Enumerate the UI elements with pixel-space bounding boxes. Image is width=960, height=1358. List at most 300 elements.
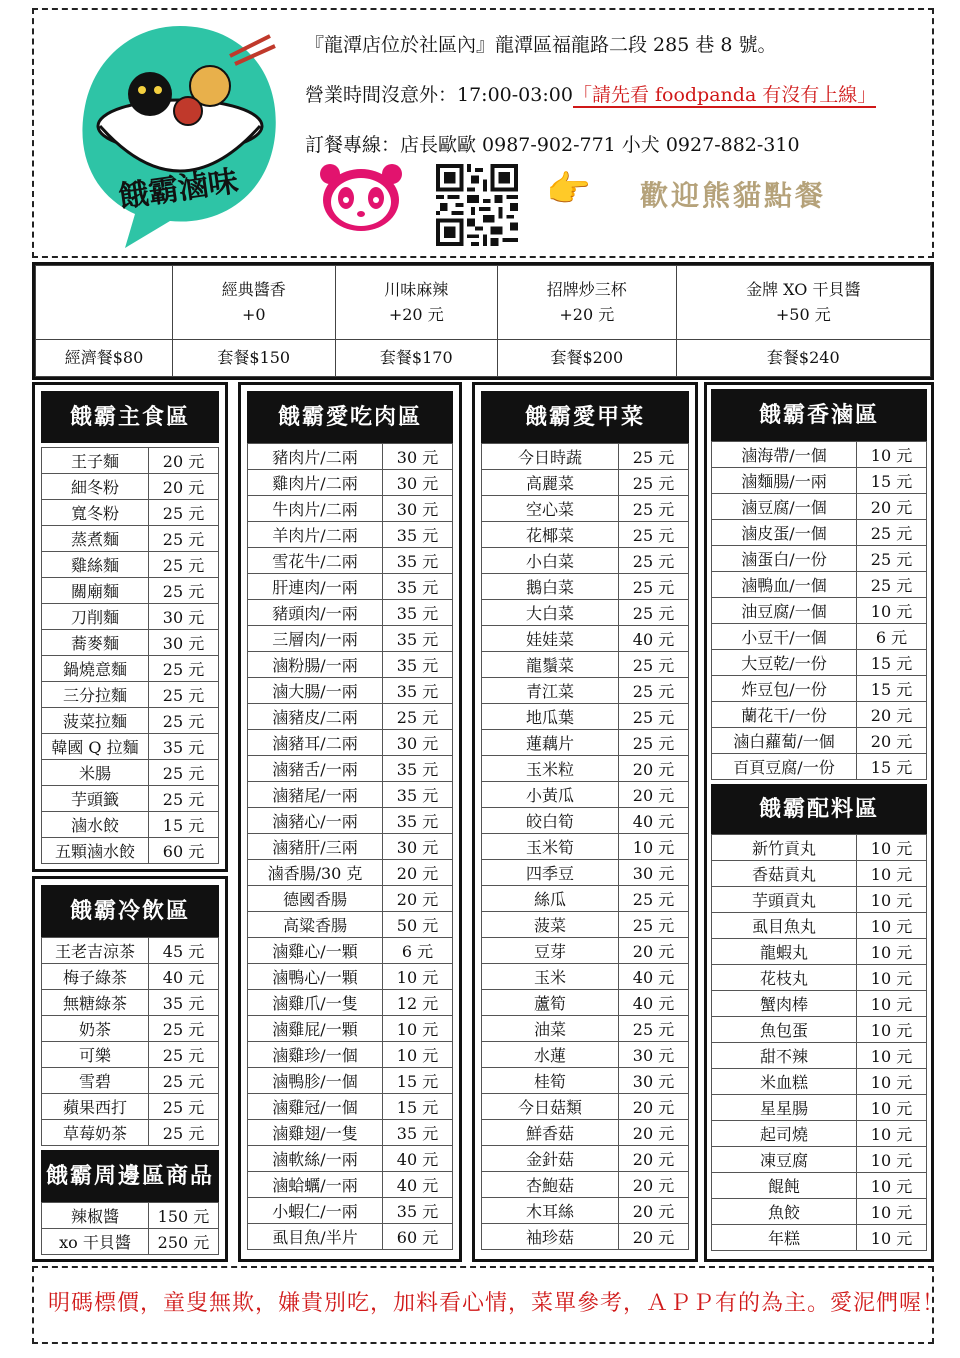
items-table	[247, 443, 453, 1250]
item-name: 木耳絲	[482, 1198, 619, 1224]
menu-item-row	[248, 626, 453, 652]
set-price: 套餐$240	[676, 339, 930, 376]
menu-item-row	[712, 1017, 927, 1043]
items-table	[41, 1202, 219, 1255]
item-price: 15 元	[149, 812, 219, 838]
item-name: 五顆滷水餃	[42, 838, 149, 864]
menu-item-row	[42, 500, 219, 526]
price-header-row	[36, 266, 931, 340]
item-name: 關廟麵	[42, 578, 149, 604]
item-name: 起司燒	[712, 1121, 857, 1147]
item-price: 35 元	[383, 782, 453, 808]
menu-item-row	[248, 1120, 453, 1146]
menu-item-row	[42, 1068, 219, 1094]
item-name: 羊肉片/二兩	[248, 522, 383, 548]
item-price: 15 元	[857, 676, 927, 702]
item-price: 25 元	[149, 682, 219, 708]
item-price: 25 元	[149, 1042, 219, 1068]
item-price: 25 元	[619, 1016, 689, 1042]
qr-code-icon[interactable]	[436, 164, 518, 246]
item-price: 12 元	[383, 990, 453, 1016]
item-name: 皎白筍	[482, 808, 619, 834]
item-name: 滷雞冠/一個	[248, 1094, 383, 1120]
menu-item-row	[482, 938, 689, 964]
item-name: 餛飩	[712, 1173, 857, 1199]
item-price: 10 元	[857, 887, 927, 913]
item-name: 滷雞屁/一顆	[248, 1016, 383, 1042]
item-price: 20 元	[149, 448, 219, 474]
item-price: 30 元	[383, 730, 453, 756]
item-name: 魚餃	[712, 1199, 857, 1225]
item-price: 35 元	[383, 626, 453, 652]
menu-item-row	[712, 598, 927, 624]
set-price: 套餐$150	[173, 339, 336, 376]
item-price: 35 元	[383, 548, 453, 574]
item-name: 滷鴨血/一個	[712, 572, 857, 598]
menu-item-row	[248, 574, 453, 600]
menu-item-row	[42, 812, 219, 838]
menu-item-row	[42, 552, 219, 578]
item-price: 25 元	[857, 546, 927, 572]
item-price: 40 元	[619, 626, 689, 652]
item-name: 杏鮑菇	[482, 1172, 619, 1198]
item-name: 滷香腸/30 克	[248, 860, 383, 886]
hours-line	[305, 80, 876, 107]
menu-item-row	[248, 470, 453, 496]
item-name: 芋頭籤	[42, 786, 149, 812]
item-name: 滷豬舌/一兩	[248, 756, 383, 782]
item-name: 米血糕	[712, 1069, 857, 1095]
item-name: 細冬粉	[42, 474, 149, 500]
menu-item-row	[712, 442, 927, 468]
item-price: 35 元	[383, 756, 453, 782]
item-price: 60 元	[149, 838, 219, 864]
menu-item-row	[248, 964, 453, 990]
item-name: 滷雞珍/一個	[248, 1042, 383, 1068]
items-table	[711, 441, 927, 780]
menu-item-row	[42, 938, 219, 964]
foodpanda-icon[interactable]	[318, 160, 404, 232]
item-price: 25 元	[149, 1120, 219, 1146]
flavor-name: 招牌炒三杯	[546, 280, 627, 300]
item-name: 雞肉片/二兩	[248, 470, 383, 496]
menu-item-row	[712, 1225, 927, 1251]
item-price: 30 元	[383, 834, 453, 860]
menu-item-row	[482, 444, 689, 470]
item-price: 25 元	[619, 912, 689, 938]
item-price: 10 元	[857, 1225, 927, 1251]
flavor-price: +50 元	[775, 305, 831, 325]
item-price: 10 元	[857, 1147, 927, 1173]
item-price: 25 元	[619, 522, 689, 548]
item-name: 娃娃菜	[482, 626, 619, 652]
item-name: 草莓奶茶	[42, 1120, 149, 1146]
item-price: 30 元	[149, 630, 219, 656]
item-name: 豬肉片/二兩	[248, 444, 383, 470]
menu-item-row	[482, 782, 689, 808]
pointing-hand-icon: 👉	[546, 169, 591, 210]
item-name: 虱目魚/半片	[248, 1224, 383, 1250]
items-table	[481, 443, 689, 1250]
item-name: 龍蝦丸	[712, 939, 857, 965]
item-price: 10 元	[383, 964, 453, 990]
menu-item-row	[248, 990, 453, 1016]
item-name: 水蓮	[482, 1042, 619, 1068]
item-name: 寬冬粉	[42, 500, 149, 526]
menu-item-row	[712, 676, 927, 702]
item-name: 香菇貢丸	[712, 861, 857, 887]
item-price: 20 元	[619, 1224, 689, 1250]
menu-item-row	[712, 546, 927, 572]
item-price: 10 元	[857, 1095, 927, 1121]
item-price: 25 元	[149, 708, 219, 734]
item-price: 30 元	[383, 496, 453, 522]
item-price: 250 元	[149, 1229, 219, 1255]
item-price: 25 元	[619, 730, 689, 756]
item-name: 德國香腸	[248, 886, 383, 912]
item-name: 絲瓜	[482, 886, 619, 912]
menu-item-row	[712, 494, 927, 520]
item-price: 10 元	[857, 1017, 927, 1043]
menu-item-row	[248, 860, 453, 886]
item-price: 15 元	[857, 754, 927, 780]
item-price: 10 元	[857, 1173, 927, 1199]
blank-cell	[36, 266, 173, 340]
item-name: 高麗菜	[482, 470, 619, 496]
item-name: 三分拉麵	[42, 682, 149, 708]
menu-item-row	[712, 1147, 927, 1173]
item-price: 20 元	[619, 1146, 689, 1172]
item-name: 凍豆腐	[712, 1147, 857, 1173]
menu-item-row	[248, 756, 453, 782]
menu-item-row	[712, 754, 927, 780]
menu-item-row	[712, 861, 927, 887]
menu-item-row	[248, 704, 453, 730]
menu-item-row	[42, 990, 219, 1016]
flavor-price: +20 元	[388, 305, 444, 325]
item-name: 新竹貢丸	[712, 835, 857, 861]
item-price: 35 元	[383, 1198, 453, 1224]
item-name: 滷豬耳/二兩	[248, 730, 383, 756]
veg-section	[472, 382, 698, 1262]
item-name: 小豆干/一個	[712, 624, 857, 650]
menu-item-row	[482, 1120, 689, 1146]
menu-item-row	[42, 656, 219, 682]
menu-item-row	[248, 808, 453, 834]
item-name: 菠菜拉麵	[42, 708, 149, 734]
item-price: 25 元	[619, 548, 689, 574]
item-name: 雪花牛/二兩	[248, 548, 383, 574]
phone-line: 訂餐專線：店長歐歐 0987-902-771 小犬 0927-882-310	[305, 134, 800, 156]
menu-item-row	[42, 1094, 219, 1120]
item-name: 可樂	[42, 1042, 149, 1068]
item-name: 龍鬚菜	[482, 652, 619, 678]
item-name: 滷雞翅/一隻	[248, 1120, 383, 1146]
menu-item-row	[482, 990, 689, 1016]
menu-item-row	[248, 1198, 453, 1224]
item-price: 6 元	[857, 624, 927, 650]
menu-item-row	[42, 1016, 219, 1042]
item-name: 滷軟絲/一兩	[248, 1146, 383, 1172]
item-price: 25 元	[619, 496, 689, 522]
hours-text: 營業時間沒意外：17:00-03:00	[305, 84, 573, 106]
item-price: 10 元	[857, 991, 927, 1017]
menu-item-row	[248, 1146, 453, 1172]
item-price: 40 元	[619, 990, 689, 1016]
menu-item-row	[42, 526, 219, 552]
price-set-row	[36, 339, 931, 376]
item-price: 10 元	[857, 442, 927, 468]
item-name: 滷大腸/一兩	[248, 678, 383, 704]
item-name: 雞絲麵	[42, 552, 149, 578]
item-price: 25 元	[149, 1016, 219, 1042]
flavor-name: 金牌 XO 干貝醬	[746, 280, 861, 300]
item-name: 滷豬尾/一兩	[248, 782, 383, 808]
item-name: 王老吉涼茶	[42, 938, 149, 964]
item-name: 梅子綠茶	[42, 964, 149, 990]
flavor-name: 經典醬香	[221, 280, 286, 300]
menu-item-row	[712, 939, 927, 965]
item-name: 年糕	[712, 1225, 857, 1251]
menu-item-row	[712, 728, 927, 754]
menu-item-row	[42, 708, 219, 734]
menu-item-row	[482, 704, 689, 730]
item-price: 30 元	[383, 470, 453, 496]
item-price: 10 元	[857, 861, 927, 887]
flavor-cell	[498, 266, 677, 340]
item-price: 15 元	[857, 468, 927, 494]
item-name: 鮮香菇	[482, 1120, 619, 1146]
item-name: 玉米	[482, 964, 619, 990]
item-price: 10 元	[857, 1121, 927, 1147]
logo-text: 餓霸滷味	[116, 163, 241, 216]
item-price: 40 元	[149, 964, 219, 990]
flavor-price: +20 元	[559, 305, 615, 325]
item-price: 35 元	[383, 652, 453, 678]
item-price: 20 元	[857, 728, 927, 754]
braised-section	[704, 382, 934, 1262]
menu-item-row	[42, 448, 219, 474]
menu-item-row	[248, 548, 453, 574]
menu-item-row	[482, 860, 689, 886]
items-table	[41, 447, 219, 864]
item-name: 油菜	[482, 1016, 619, 1042]
item-price: 20 元	[619, 1172, 689, 1198]
item-price: 40 元	[619, 808, 689, 834]
menu-item-row	[248, 782, 453, 808]
menu-item-row	[482, 1224, 689, 1250]
item-price: 25 元	[383, 704, 453, 730]
menu-item-row	[712, 1173, 927, 1199]
menu-item-row	[248, 678, 453, 704]
item-price: 6 元	[383, 938, 453, 964]
item-name: 米腸	[42, 760, 149, 786]
item-name: 星星腸	[712, 1095, 857, 1121]
item-price: 25 元	[619, 678, 689, 704]
item-name: 玉米筍	[482, 834, 619, 860]
item-name: 豆芽	[482, 938, 619, 964]
item-name: 魚包蛋	[712, 1017, 857, 1043]
item-name: 滷雞爪/一隻	[248, 990, 383, 1016]
items-table	[711, 834, 927, 1251]
item-name: 滷海帶/一個	[712, 442, 857, 468]
menu-item-row	[42, 786, 219, 812]
menu-item-row	[712, 1199, 927, 1225]
item-name: 青江菜	[482, 678, 619, 704]
flavor-price: +0	[241, 305, 266, 325]
item-price: 10 元	[857, 598, 927, 624]
item-name: 蘆筍	[482, 990, 619, 1016]
item-name: 大豆乾/一份	[712, 650, 857, 676]
item-price: 25 元	[619, 444, 689, 470]
item-price: 25 元	[619, 886, 689, 912]
menu-item-row	[712, 991, 927, 1017]
item-price: 25 元	[149, 552, 219, 578]
item-price: 30 元	[619, 860, 689, 886]
menu-item-row	[482, 678, 689, 704]
item-name: 百頁豆腐/一份	[712, 754, 857, 780]
item-name: 小黃瓜	[482, 782, 619, 808]
item-name: 袖珍菇	[482, 1224, 619, 1250]
welcome-text: 歡迎熊貓點餐	[640, 179, 827, 212]
item-name: 鵝白菜	[482, 574, 619, 600]
item-price: 25 元	[149, 526, 219, 552]
menu-item-row	[248, 522, 453, 548]
item-price: 40 元	[383, 1146, 453, 1172]
menu-item-row	[482, 912, 689, 938]
menu-item-row	[248, 834, 453, 860]
staple-section	[32, 382, 228, 872]
menu-item-row	[712, 624, 927, 650]
item-name: 蘋果西打	[42, 1094, 149, 1120]
item-price: 35 元	[383, 1120, 453, 1146]
item-name: xo 干貝醬	[42, 1229, 149, 1255]
menu-item-row	[42, 682, 219, 708]
flavor-cell	[676, 266, 930, 340]
shop-logo	[70, 16, 290, 252]
logo-image	[70, 16, 290, 252]
item-name: 辣椒醬	[42, 1203, 149, 1229]
item-name: 滷鴨胗/一個	[248, 1068, 383, 1094]
item-name: 奶茶	[42, 1016, 149, 1042]
menu-item-row	[42, 604, 219, 630]
menu-item-row	[248, 1042, 453, 1068]
set-price: 套餐$200	[498, 339, 677, 376]
item-name: 虱目魚丸	[712, 913, 857, 939]
item-price: 10 元	[383, 1016, 453, 1042]
menu-item-row	[482, 886, 689, 912]
item-price: 20 元	[619, 756, 689, 782]
menu-item-row	[482, 1198, 689, 1224]
drinks-section	[32, 876, 228, 1262]
item-price: 10 元	[857, 965, 927, 991]
menu-item-row	[42, 474, 219, 500]
section-title: 餓霸周邊區商品	[41, 1150, 219, 1202]
menu-item-row	[248, 1016, 453, 1042]
item-name: 大白菜	[482, 600, 619, 626]
economy-meal-label: 經濟餐$80	[36, 339, 173, 376]
menu-item-row	[482, 834, 689, 860]
item-price: 35 元	[383, 600, 453, 626]
menu-item-row	[712, 702, 927, 728]
menu-item-row	[482, 470, 689, 496]
item-price: 10 元	[383, 1042, 453, 1068]
item-price: 10 元	[619, 834, 689, 860]
item-name: 滷麵腸/一兩	[712, 468, 857, 494]
item-price: 10 元	[857, 939, 927, 965]
item-price: 25 元	[619, 470, 689, 496]
item-price: 10 元	[857, 1043, 927, 1069]
item-price: 20 元	[149, 474, 219, 500]
menu-item-row	[248, 912, 453, 938]
item-price: 15 元	[383, 1094, 453, 1120]
menu-item-row	[482, 522, 689, 548]
menu-item-row	[248, 496, 453, 522]
menu-item-row	[482, 1016, 689, 1042]
item-name: 滷水餃	[42, 812, 149, 838]
menu-item-row	[248, 1172, 453, 1198]
set-price: 套餐$170	[335, 339, 498, 376]
item-price: 50 元	[383, 912, 453, 938]
item-price: 40 元	[619, 964, 689, 990]
item-name: 滷豆腐/一個	[712, 494, 857, 520]
item-price: 25 元	[149, 1068, 219, 1094]
item-price: 15 元	[857, 650, 927, 676]
item-name: 滷蛋白/一份	[712, 546, 857, 572]
menu-item-row	[248, 886, 453, 912]
menu-item-row	[482, 548, 689, 574]
menu-item-row	[248, 1224, 453, 1250]
item-name: 桂筍	[482, 1068, 619, 1094]
foodpanda-note: 「請先看 foodpanda 有沒有上線」	[572, 84, 877, 106]
item-name: 芋頭貢丸	[712, 887, 857, 913]
item-price: 25 元	[619, 652, 689, 678]
item-name: 小蝦仁/一兩	[248, 1198, 383, 1224]
item-name: 蒸煮麵	[42, 526, 149, 552]
item-name: 滷豬皮/二兩	[248, 704, 383, 730]
section-title: 餓霸冷飲區	[41, 885, 219, 937]
item-price: 150 元	[149, 1203, 219, 1229]
menu-item-row	[42, 838, 219, 864]
menu-item-row	[482, 1068, 689, 1094]
item-price: 25 元	[149, 656, 219, 682]
item-price: 30 元	[619, 1068, 689, 1094]
menu-item-row	[482, 1094, 689, 1120]
item-price: 20 元	[383, 886, 453, 912]
menu-item-row	[712, 1095, 927, 1121]
menu-item-row	[482, 808, 689, 834]
item-name: 蕎麥麵	[42, 630, 149, 656]
menu-item-row	[712, 887, 927, 913]
item-price: 35 元	[383, 678, 453, 704]
item-name: 蓮藕片	[482, 730, 619, 756]
item-name: 滷皮蛋/一個	[712, 520, 857, 546]
item-price: 20 元	[619, 782, 689, 808]
item-price: 10 元	[857, 1069, 927, 1095]
menu-item-row	[482, 1146, 689, 1172]
item-name: 牛肉片/二兩	[248, 496, 383, 522]
item-name: 滷蛤蠣/一兩	[248, 1172, 383, 1198]
menu-item-row	[248, 1094, 453, 1120]
item-name: 韓國 Q 拉麵	[42, 734, 149, 760]
item-price: 10 元	[857, 913, 927, 939]
menu-item-row	[482, 964, 689, 990]
item-name: 四季豆	[482, 860, 619, 886]
menu-item-row	[42, 734, 219, 760]
address-line: 『龍潭店位於社區內』龍潭區福龍路二段 285 巷 8 號。	[305, 34, 777, 56]
menu-item-row	[42, 760, 219, 786]
item-name: 花椰菜	[482, 522, 619, 548]
